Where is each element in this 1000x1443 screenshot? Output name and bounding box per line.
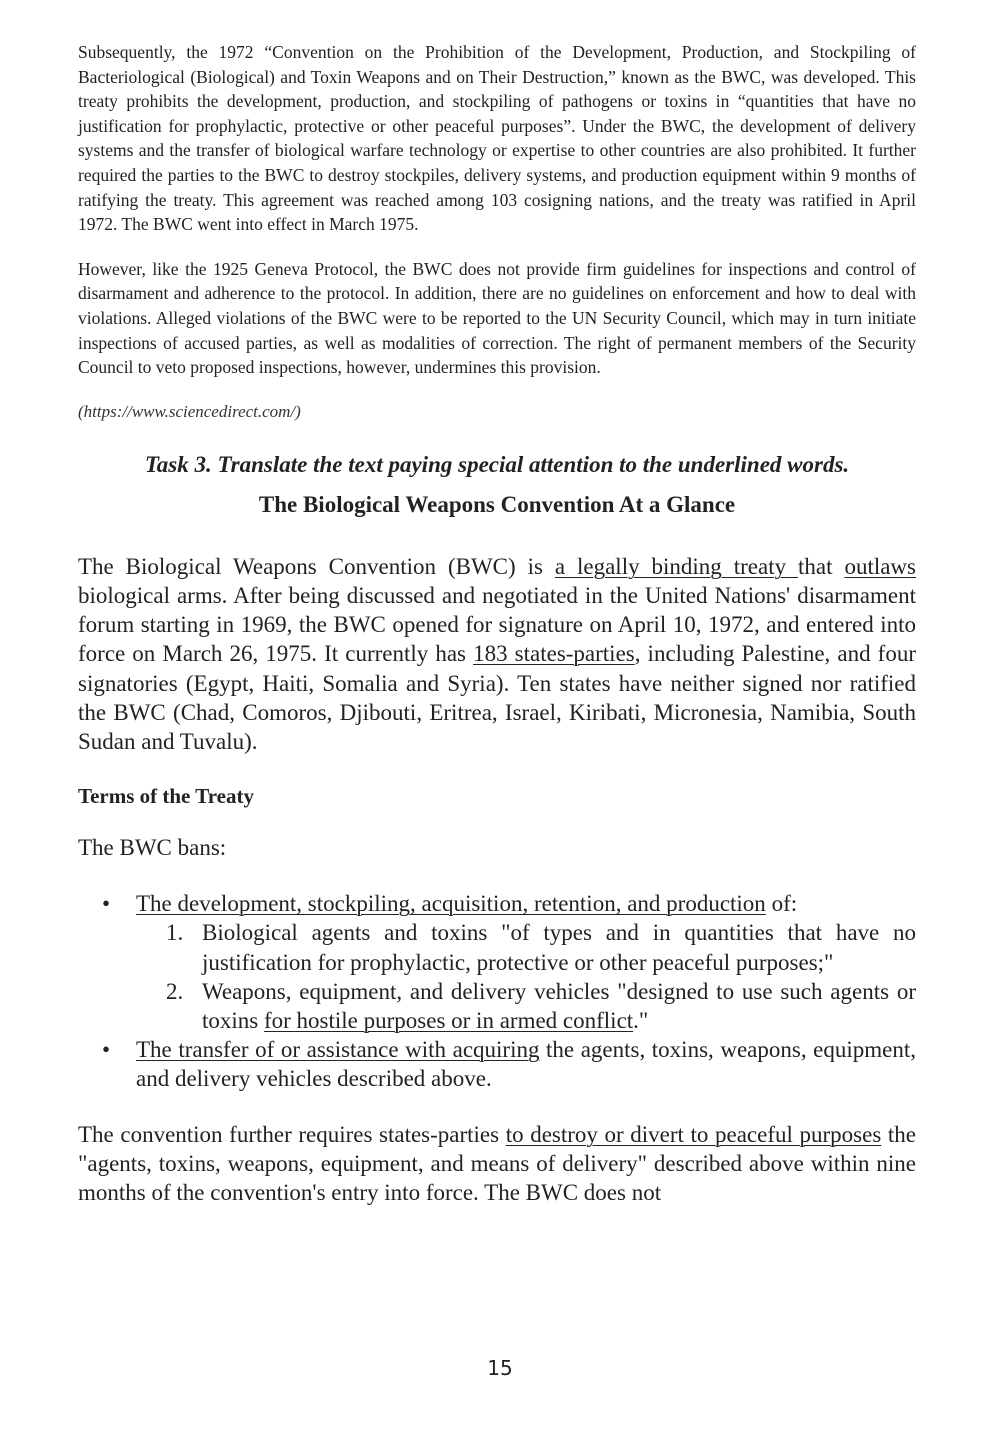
final-text-1: The convention further requires states-parties: [78, 1121, 506, 1147]
paragraph-bwc-history: Subsequently, the 1972 “Convention on the Prohibition of the Development, Production, and Stockpiling of Bacteriological (Biological) and Toxin Weapons and on Their Destruction,” known as the BWC, was developed. This treaty prohibits the development, production, and stockpiling of pathogens or toxins in “quantities that have no justification for prophylactic, protective or other peaceful purposes”. Under the BWC, the development of delivery systems and the transfer of biological warfare technology or expertise to other countries are also prohibited. It further required the parties to the BWC to destroy stockpiles, delivery systems, and production equipment within 9 months of ratifying the treaty. This agreement was reached among 103 cosigning nations, and the treaty was ratified in April 1972. The BWC went into effect in March 1975.: [78, 42, 916, 235]
item1-text: Biological agents and toxins "of types and in quantities that have no justification for prophylactic, protective or other peaceful purposes;": [202, 920, 916, 975]
list-item: [136, 918, 916, 976]
bans-intro: The BWC bans:: [78, 835, 227, 861]
bans-list: [78, 889, 916, 1093]
source-citation: (https://www.sciencedirect.com/): [78, 401, 301, 421]
list-item: [136, 977, 916, 1035]
underlined-legally-binding-treaty: a legally binding treaty: [554, 553, 799, 579]
bullet-marker: •: [102, 1037, 111, 1063]
intro-text-3: biological arms. After being discussed and negotiated in the United Nations' disarmament forum starting in 1969, the BWC opened for signature on April 10, 1972, and entered into force on March 26, 1975. It currently has: [78, 582, 916, 667]
underlined-outlaws: outlaws: [844, 553, 916, 579]
intro-text-2: that: [798, 553, 845, 579]
underlined-destroy-or-divert: to destroy or divert to peaceful purposes: [505, 1121, 882, 1147]
item2-text-1: Weapons, equipment, and delivery vehicles "designed to use such agents or toxins: [202, 978, 916, 1033]
bullet-marker: •: [102, 891, 111, 917]
task-heading: Task 3. Translate the text paying special attention to the underlined words.: [144, 451, 850, 477]
item-number: 2.: [166, 978, 184, 1004]
final-text-2: the "agents, toxins, weapons, equipment, and means of delivery" described above within nine months of the convention's entry into force. The BWC does not: [78, 1121, 916, 1205]
paragraph-intro: [78, 552, 916, 756]
list-item: [78, 1035, 916, 1093]
intro-text-4: , including Palestine, and four signatories (Egypt, Haiti, Somalia and Syria). Ten states have neither signed nor ratified the BWC (Chad, Comoros, Djibouti, Eritrea, Israel, Kiribati, Micronesia, Namibia, South Sudan and Tuvalu).: [78, 641, 916, 754]
item2-text-2: .": [633, 1007, 649, 1033]
intro-text-1: The Biological Weapons Convention (BWC) is: [78, 553, 555, 579]
page-content: [78, 40, 916, 1207]
underlined-hostile-purposes: for hostile purposes or in armed conflict: [263, 1007, 634, 1033]
bullet1-text: of:: [765, 891, 798, 917]
terms-heading: Terms of the Treaty: [78, 784, 254, 809]
underlined-states-parties: 183 states-parties: [473, 641, 635, 667]
page-number: 15: [487, 1356, 513, 1380]
section-title: The Biological Weapons Convention At a Glance: [258, 491, 736, 517]
paragraph-bwc-limitations: However, like the 1925 Geneva Protocol, the BWC does not provide firm guidelines for inspections and control of disarmament and adherence to the protocol. In addition, there are no guidelines on enforcement and how to deal with violations. Alleged violations of the BWC were to be reported to the UN Security Council, which may in turn initiate inspections of accused parties, as well as modalities of correction. The right of permanent members of the Security Council to veto proposed inspections, however, undermines this provision.: [78, 258, 916, 378]
underlined-transfer: The transfer of or assistance with acquiring: [136, 1037, 540, 1063]
paragraph-final: [78, 1120, 916, 1208]
list-item: [78, 889, 916, 1035]
item-number: 1.: [166, 920, 184, 946]
bullet2-text: the agents, toxins, weapons, equipment, and delivery vehicles described above.: [136, 1037, 916, 1092]
underlined-development-list: The development, stockpiling, acquisition, retention, and production: [136, 891, 766, 917]
sub-list: [136, 918, 916, 1035]
